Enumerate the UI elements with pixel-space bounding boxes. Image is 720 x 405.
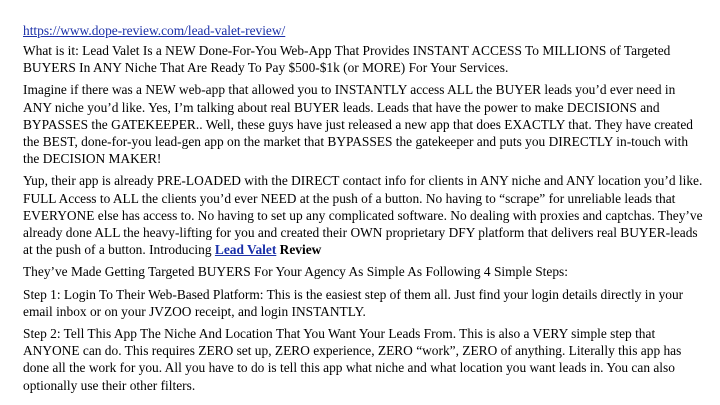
review-word: Review bbox=[279, 242, 322, 258]
paragraph-yup-text: Yup, their app is already PRE-LOADED with the DIRECT contact info for clients in ANY niche and ANY location you’d like. FULL Access to ALL the clients you’d ever NEED at the push of a button. No having to “scrape” for unreliable leads that EVERYONE else has access to. No having to set up any complicated software. No dealing with proxies and captchas. They’ve already done ALL the heavy-lifting for you and created their OWN proprietary DFY platform that delivers real BUYER-leads at the push of a button. Introducing bbox=[23, 173, 703, 258]
paragraph-simple-steps: They’ve Made Getting Targeted BUYERS For Your Agency As Simple As Following 4 Simple Steps: bbox=[23, 264, 568, 280]
paragraph-step-1: Step 1: Login To Their Web-Based Platform: This is the easiest step of them all. Just find your login details directly in your email inbox or on your JVZOO receipt, and login INSTANTLY. bbox=[23, 286, 684, 319]
source-url-link[interactable]: https://www.dope-review.com/lead-valet-review/ bbox=[23, 23, 286, 38]
lead-valet-link[interactable]: Lead Valet bbox=[214, 242, 277, 258]
paragraph-what-is-it: What is it: Lead Valet Is a NEW Done-For-You Web-App That Provides INSTANT ACCESS To MILLIONS of Targeted BUYERS In ANY Niche That Are Ready To Pay $500-$1k (or MORE) For Your Services. bbox=[23, 43, 671, 76]
paragraph-imagine: Imagine if there was a NEW web-app that allowed you to INSTANTLY access ALL the BUYER leads you’d ever need in ANY niche you’d like. Yes, I’m talking about real BUYER leads. Leads that have the power to make DECISIONS and BYPASSES the GATEKEEPER.. Well, these guys have just released a new app that does EXACTLY that. They have created the BEST, done-for-you lead-gen app on the market that BYPASSES the gatekeeper and puts you DIRECTLY in-touch with the DECISION MAKER! bbox=[23, 82, 693, 167]
paragraph-step-2: Step 2: Tell This App The Niche And Location That You Want Your Leads From. This is also a VERY simple step that ANYONE can do. This requires ZERO set up, ZERO experience, ZERO “work”, ZERO of anything. Literally this app has done all the work for you. All you have to do is tell this app what niche and what location you want leads in. You can also optionally use their other filters. bbox=[23, 326, 682, 393]
paragraph-yup bbox=[23, 172, 706, 258]
